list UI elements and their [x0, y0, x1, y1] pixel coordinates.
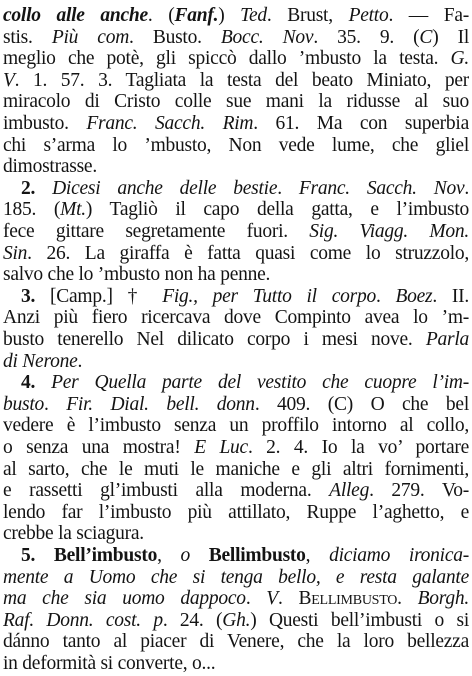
- body-text: chi s’arma lo ’mbusto, Non vede lume, che gliel: [3, 134, 469, 156]
- citation-text: mente a Uomo che si tenga bello, e resta galante: [3, 566, 469, 588]
- citation-text: Parla: [425, 329, 469, 350]
- text-line: [3, 198, 469, 222]
- sense-number: 4.: [21, 372, 52, 394]
- citation-text: o: [180, 545, 190, 566]
- citation-text: Boez: [395, 285, 433, 307]
- citation-text: Ted: [240, 5, 267, 26]
- citation-text: C: [419, 26, 433, 48]
- body-text: .: [277, 177, 299, 199]
- body-text: meglio che potè, gli spiccò dallo ’mbusto la testa.: [3, 48, 451, 70]
- citation-text: Sig. Viagg. Mon.: [309, 221, 469, 242]
- sense-4-first-line: [21, 371, 469, 395]
- citation-text: Più com: [51, 26, 130, 48]
- text-line: [3, 47, 469, 71]
- body-text: . 409. (C) O che bel: [254, 393, 469, 415]
- text-line: [3, 522, 469, 546]
- citation-text: Per Quella parte del vestito che cuopre l’im-: [51, 372, 469, 394]
- citation-text: Mt.: [60, 199, 86, 221]
- citation-text: G.: [450, 48, 469, 70]
- body-text: ,: [157, 545, 181, 566]
- body-text: crebbe la sciagura.: [3, 523, 144, 545]
- citation-text: Fig., per Tutto il corpo: [162, 285, 376, 307]
- body-text: . 1. 57. 3. Tagliata la testa del beato Miniato, per: [14, 69, 469, 91]
- text-line: [3, 609, 469, 633]
- citation-text: E Luc: [194, 437, 248, 458]
- body-text: .: [464, 285, 469, 307]
- body-text: lendo far l’imbusto più attillato, Ruppe l’aghetto, e: [3, 501, 469, 523]
- text-line: [3, 566, 469, 590]
- sense-number: 3.: [21, 285, 50, 307]
- text-line: [3, 630, 469, 654]
- body-text: in deformità si converte, o...: [3, 653, 216, 674]
- text-line: [3, 90, 469, 114]
- text-line: [3, 155, 469, 179]
- body-text: . 61. Ma con superbia: [253, 113, 469, 134]
- body-text: .: [432, 285, 452, 307]
- body-text: dimostrasse.: [3, 156, 97, 178]
- sense-number: collo alle anche: [3, 5, 148, 26]
- body-text: ,: [305, 545, 330, 566]
- body-text: ): [218, 5, 241, 26]
- text-line: [3, 69, 469, 93]
- text-line: [3, 479, 469, 503]
- text-line: [3, 350, 469, 374]
- text-line: [3, 26, 469, 50]
- body-text: [190, 545, 209, 566]
- text-line: [3, 306, 469, 330]
- body-text: fece gittare segretamente fuori.: [3, 221, 310, 242]
- body-text: busto tenerello Nel dilicato corpo i mesi nove.: [3, 329, 426, 350]
- sense-number: Bellimbusto: [208, 545, 306, 566]
- body-text: imbusto.: [3, 113, 87, 134]
- body-text: stis.: [3, 26, 52, 48]
- text-line: [3, 501, 469, 525]
- body-text: 185. (: [3, 199, 61, 221]
- sense-3-first-line: [21, 285, 469, 309]
- sense-2-first-line: [21, 177, 469, 201]
- body-text: dánno tanto al piacer di Venere, che la loro bellezza: [3, 631, 469, 653]
- body-text: ) Il: [432, 26, 469, 48]
- citation-text: Bocc. Nov: [220, 26, 314, 48]
- body-text: o senza una mostra!: [3, 437, 195, 458]
- body-text: .: [375, 285, 396, 307]
- citation-text: Alleg: [329, 480, 370, 502]
- text-line: [3, 587, 469, 611]
- body-text: .: [277, 588, 299, 610]
- citation-text: Franc. Sacch. Nov: [298, 177, 465, 199]
- body-text: miracolo di Cristo colle sue mani la ridusse al suo: [3, 91, 469, 113]
- body-text: e rassetti gl’imbusti alla moderna.: [3, 480, 330, 502]
- text-line: [3, 220, 469, 244]
- text-line: [3, 4, 469, 28]
- text-line: [3, 652, 469, 676]
- text-line: [3, 414, 469, 438]
- sense-number: 2.: [21, 177, 53, 199]
- body-text: Anzi più fiero ricercava dove Compinto avea lo ’m-: [3, 307, 469, 329]
- citation-text: Dicesi anche delle bestie: [52, 177, 278, 199]
- body-text: . 279. Vo-: [369, 480, 469, 502]
- citation-text: V: [266, 588, 278, 610]
- body-text: . 24. (: [162, 609, 223, 631]
- text-line: [3, 328, 469, 352]
- citation-text: ma che sia uomo dappoco: [3, 588, 246, 610]
- citation-text: Raf. Donn. cost. p: [3, 609, 163, 631]
- body-text: .: [464, 177, 469, 199]
- body-text: ) Questi bell’imbusti o si: [250, 609, 469, 631]
- body-text: . (: [147, 5, 175, 26]
- body-text: .: [44, 393, 67, 415]
- text-line: [3, 458, 469, 482]
- citation-text: Borgh.: [417, 588, 469, 610]
- body-text: . Brust,: [266, 5, 349, 26]
- sense-number: 5. Bell’imbusto: [21, 545, 158, 566]
- text-line: [3, 263, 469, 287]
- body-text: [Camp.] †: [50, 285, 163, 307]
- body-text: . 2. 4. Io la vo’ portare: [247, 437, 469, 458]
- body-text: al sarto, che le muti le maniche e gli altri fornimenti,: [3, 458, 469, 480]
- body-text: ) Tagliò il capo della gatta, e l’imbusto: [85, 199, 469, 221]
- body-text: II: [451, 285, 465, 307]
- citation-text: Petto: [348, 5, 389, 26]
- body-text: vedere è l’imbusto senza un proffilo intorno al collo,: [3, 415, 469, 437]
- text-line: [3, 393, 469, 417]
- citation-text: Gh.: [222, 609, 251, 631]
- body-text: . 35. 9. (: [313, 26, 420, 48]
- citation-text: Sin: [3, 242, 28, 264]
- body-text: .: [397, 588, 418, 610]
- text-line: [3, 436, 469, 460]
- citation-text: diciamo ironica-: [329, 545, 469, 566]
- text-line: [3, 112, 469, 136]
- body-text: salvo che lo ’mbusto non ha penne.: [3, 264, 271, 286]
- text-line: [3, 242, 469, 266]
- body-text: .: [245, 588, 267, 610]
- text-line: [3, 134, 469, 158]
- citation-text: di Nerone: [3, 350, 78, 372]
- body-text: .: [77, 350, 83, 372]
- citation-text: busto: [3, 393, 45, 415]
- sense-5-first-line: [21, 544, 469, 568]
- body-text: Bellimbusto: [298, 588, 398, 610]
- citation-text: Fir. Dial. bell. donn: [66, 393, 255, 415]
- body-text: . — Fa-: [388, 5, 469, 26]
- body-text: . 26. La giraffa è fatta quasi come lo struzzolo,: [27, 242, 469, 264]
- citation-text: Franc. Sacch. Rim: [86, 113, 254, 134]
- sense-number: Fanf.: [174, 5, 219, 26]
- body-text: . Busto.: [129, 26, 221, 48]
- citation-text: V: [3, 69, 15, 91]
